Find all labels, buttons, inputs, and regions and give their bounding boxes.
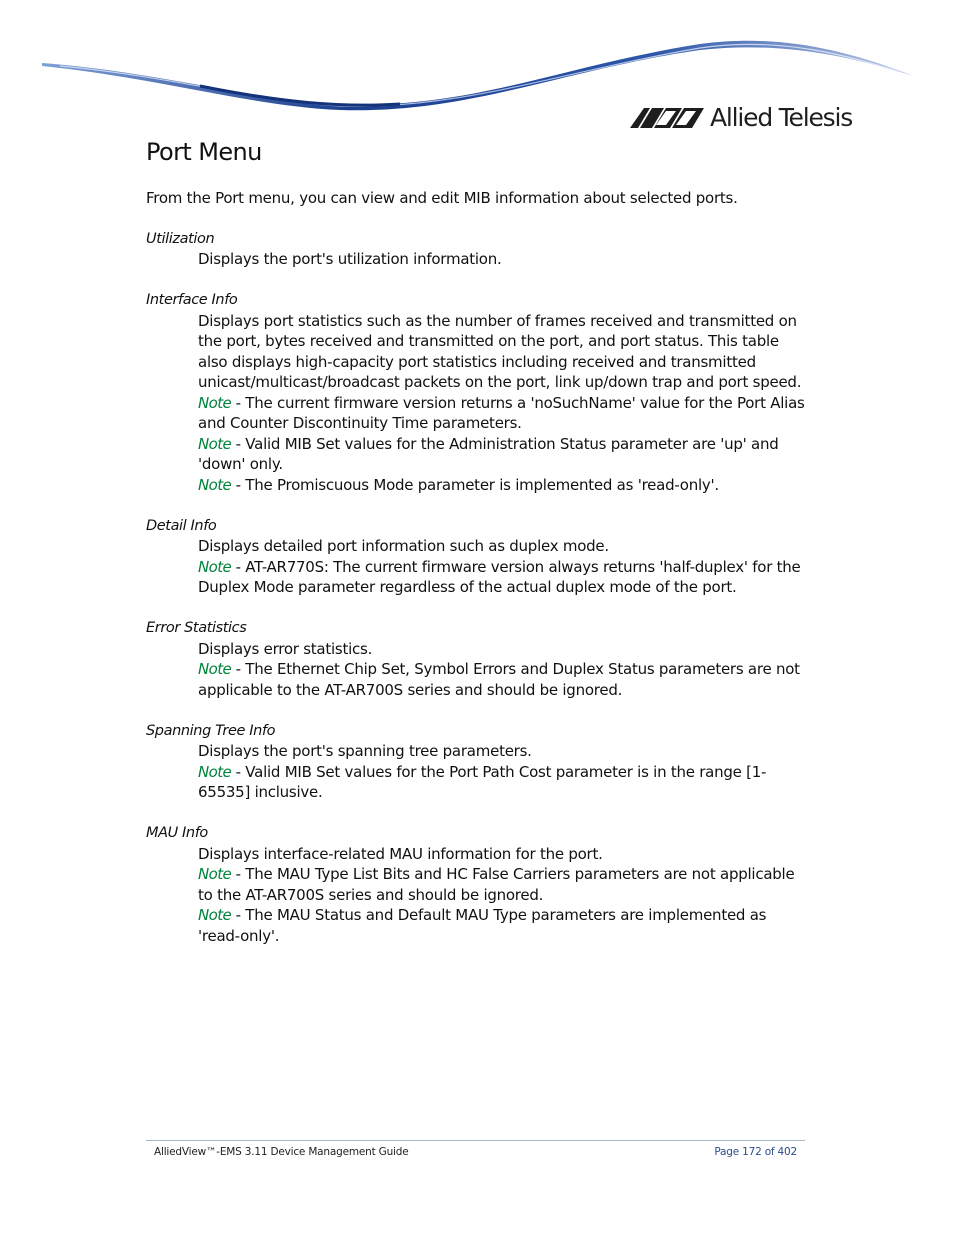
note-paragraph	[198, 434, 811, 475]
note-label: Note	[198, 475, 232, 494]
note-label: Note	[198, 660, 232, 678]
footer-divider	[146, 1140, 805, 1141]
definition-term: Utilization	[146, 230, 215, 247]
note-label: Note	[198, 393, 232, 412]
definition-term: Interface Info	[146, 292, 238, 308]
definition-description	[198, 639, 811, 701]
definition-term: MAU Info	[146, 825, 208, 841]
note-paragraph	[198, 393, 811, 434]
definition-term: Error Statistics	[146, 620, 247, 636]
description-paragraph: Displays error statistics.	[198, 639, 373, 658]
note-label: Note	[198, 434, 232, 453]
note-text: - Valid MIB Set values for the Administration Status parameter are 'up' and 'down' only.	[198, 434, 779, 473]
note-label: Note	[198, 865, 232, 883]
footer-page-number: Page 172 of 402	[714, 1146, 797, 1158]
definition-description	[198, 536, 811, 598]
footer-doc-title: AlliedView™-EMS 3.11 Device Management Guide	[154, 1146, 409, 1158]
logo-wordmark: Allied Telesis	[710, 103, 853, 132]
note-label: Note	[198, 762, 232, 781]
definition-description	[198, 844, 811, 947]
definition-term: Detail Info	[146, 517, 217, 534]
description-paragraph: Displays the port's spanning tree parameters.	[198, 742, 532, 760]
note-text: - The current firmware version returns a 'noSuchName' value for the Port Alias and Counter Discontinuity Time parameters.	[198, 393, 805, 432]
page-title: Port Menu	[146, 138, 262, 166]
note-paragraph	[198, 864, 811, 905]
note-text: - Valid MIB Set values for the Port Path Cost parameter is in the range [1-65535] inclusive.	[198, 762, 767, 801]
note-text: - The Promiscuous Mode parameter is implemented as 'read-only'.	[231, 475, 719, 494]
allied-telesis-logo	[630, 100, 870, 136]
note-text: - The MAU Status and Default MAU Type parameters are implemented as 'read-only'.	[198, 906, 767, 945]
definition-section	[146, 290, 811, 495]
definition-section	[146, 721, 811, 803]
note-label: Note	[198, 557, 232, 576]
note-paragraph	[198, 475, 811, 496]
note-paragraph	[198, 659, 811, 700]
definition-section	[146, 618, 811, 700]
note-text: - AT-AR770S: The current firmware version always returns 'half-duplex' for the Duplex Mode parameter regardless of the actual duplex mode of the port.	[198, 557, 801, 596]
definition-list	[146, 229, 811, 947]
document-body	[146, 188, 811, 967]
note-text: - The MAU Type List Bits and HC False Carriers parameters are not applicable to the AT-AR700S series and should be ignored.	[198, 865, 795, 904]
intro-paragraph: From the Port menu, you can view and edit MIB information about selected ports.	[146, 189, 738, 207]
note-paragraph	[198, 762, 811, 803]
description-paragraph: Displays interface-related MAU information for the port.	[198, 844, 603, 863]
description-paragraph: Displays port statistics such as the number of frames received and transmitted on the port, bytes received and transmitted on the port, and port status. This table also displays high-capacity port statistics including received and transmitted unicast/multicast/broadcast packets on the port, link up/down trap and port speed.	[198, 311, 802, 391]
note-text: - The Ethernet Chip Set, Symbol Errors and Duplex Status parameters are not applicable to the AT-AR700S series and should be ignored.	[198, 660, 800, 699]
note-paragraph	[198, 905, 811, 946]
definition-description	[198, 311, 811, 496]
definition-section	[146, 516, 811, 598]
definition-section	[146, 823, 811, 946]
definition-description	[198, 249, 811, 270]
description-paragraph: Displays the port's utilization information.	[198, 250, 502, 268]
definition-term: Spanning Tree Info	[146, 722, 276, 739]
definition-description	[198, 741, 811, 803]
allied-telesis-logo-mark-icon	[630, 106, 706, 136]
note-label: Note	[198, 906, 232, 924]
note-paragraph	[198, 557, 811, 598]
definition-section	[146, 229, 811, 270]
description-paragraph: Displays detailed port information such as duplex mode.	[198, 537, 609, 555]
